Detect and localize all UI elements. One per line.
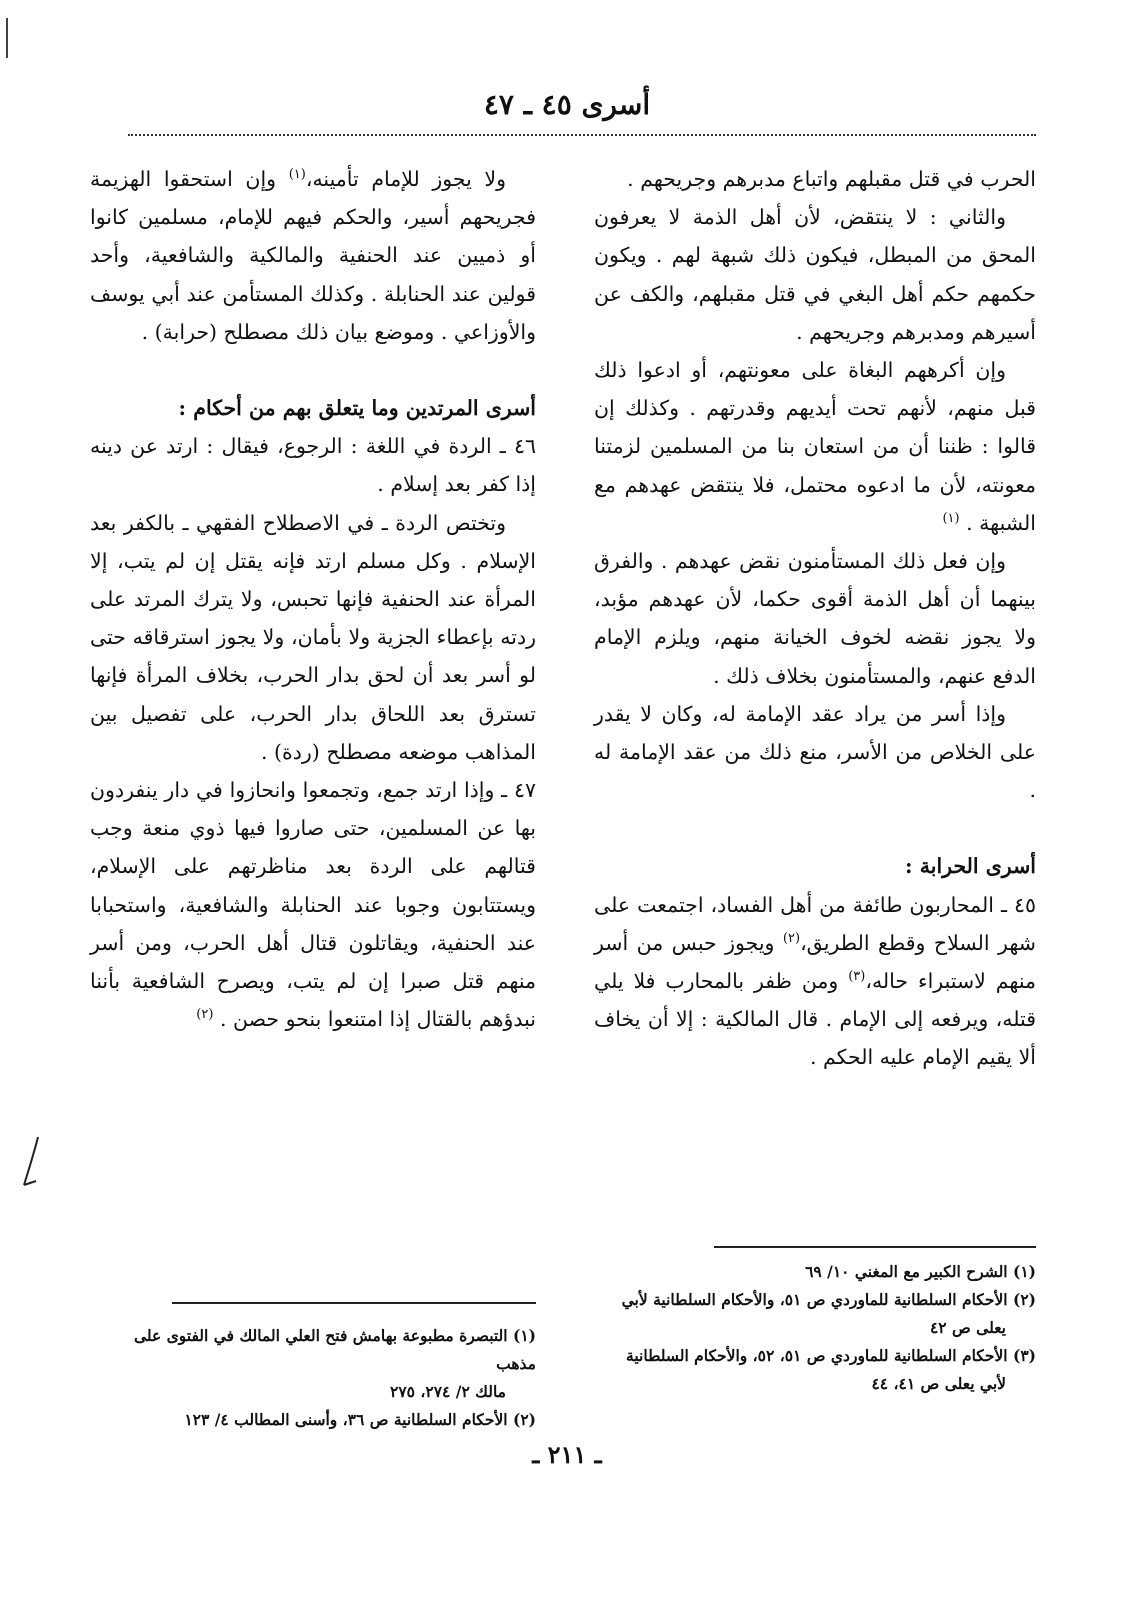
footnote-text-continued: مالك ٢/ ٢٧٤، ٢٧٥ bbox=[390, 1382, 506, 1401]
footnotes-right bbox=[594, 1258, 1036, 1398]
footnote-text-continued: يعلى ص ٤٢ bbox=[929, 1318, 1006, 1337]
margin-pen-mark bbox=[20, 1135, 42, 1193]
paragraph bbox=[90, 160, 536, 351]
paragraph-text: وإن استحقوا الهزيمة فجريحهم أسير، والحكم فيهم للإمام، مسلمين كانوا أو ذميين عند الحنفية والمالكية والشافعية، وأحد قولين عند الحنابلة . وكذلك المستأمن عند أبي يوسف والأوزاعي . وموضع بيان ذلك مصطلح (حرابة) . bbox=[90, 167, 536, 344]
footnote bbox=[594, 1286, 1036, 1342]
right-text-column bbox=[594, 160, 1036, 1077]
footnote-text: (٢) الأحكام السلطانية ص ٣٦، وأسنى المطالب ٤/ ١٢٣ bbox=[184, 1410, 536, 1429]
footnote-reference: (١) bbox=[942, 511, 960, 526]
footnote bbox=[90, 1322, 536, 1406]
header-dotted-rule bbox=[128, 134, 1036, 136]
section-heading: أسرى المرتدين وما يتعلق بهم من أحكام : bbox=[178, 396, 536, 421]
footnote bbox=[90, 1406, 536, 1434]
section-gap bbox=[594, 809, 1036, 847]
left-text-column bbox=[90, 160, 536, 1038]
footnote-reference: (٢) bbox=[196, 1007, 214, 1023]
paragraph-text: ٤٥ ـ المحاربون طائفة من أهل الفساد، اجتمعت على شهر السلاح وقطع الطريق، bbox=[594, 892, 1036, 955]
footnote-text-continued: لأبي يعلى ص ٤١، ٤٤ bbox=[871, 1374, 1006, 1393]
paragraph: والثاني : لا ينتقض، لأن أهل الذمة لا يعرفون المحق من المبطل، فيكون ذلك شبهة لهم . ويكون حكمهم حكم أهل البغي في قتل مقبلهم، والكف عن أسيرهم ومدبرهم وجريحهم . bbox=[594, 205, 1036, 344]
footnote-separator bbox=[172, 1302, 536, 1304]
section-gap bbox=[90, 351, 536, 389]
footnote bbox=[594, 1258, 1036, 1286]
section-heading: أسرى الحرابة : bbox=[905, 854, 1036, 879]
footnote-reference: (٢) bbox=[782, 931, 801, 947]
paragraph: وإذا أسر من يراد عقد الإمامة له، وكان لا يقدر على الخلاص من الأسر، منع ذلك من عقد الإمامة له . bbox=[594, 701, 1036, 803]
binding-edge-line bbox=[6, 18, 8, 58]
paragraph bbox=[594, 351, 1036, 542]
paragraph-text: ولا يجوز للإمام تأمينه، bbox=[305, 167, 506, 191]
footnote-reference: (١) bbox=[288, 167, 306, 183]
paragraph bbox=[594, 886, 1036, 1077]
paragraph-text: ٤٧ ـ وإذا ارتد جمع، وتجمعوا وانحازوا في دار ينفردون بها عن المسلمين، حتى صاروا فيها ذوي منعة وجب قتالهم على الردة بعد مناظرتهم على الإسلام، ويستتابون وجوبا عند الحنابلة والشافعية، واستحبابا عند الحنفية، ويقاتلون قتال أهل الحرب، ومن أسر منهم قتل صبرا إن لم يتب، ويصرح الشافعية بأننا نبدؤهم بالقتال إذا امتنعوا بنحو حصن . bbox=[90, 778, 536, 1032]
paragraph: وإن فعل ذلك المستأمنون نقض عهدهم . والفرق بينهما أن أهل الذمة أقوى حكما، لأن عهدهم مؤبد، ولا يجوز نقضه لخوف الخيانة منهم، ويلزم الإمام الدفع عنهم، والمستأمنون بخلاف ذلك . bbox=[594, 549, 1036, 688]
footnote-separator bbox=[714, 1246, 1036, 1248]
footnote-reference: (٣) bbox=[848, 969, 866, 985]
paragraph-text: ويجوز حبس من أسر منهم لاستبراء حاله، bbox=[594, 930, 1036, 994]
paragraph-text: وإن أكرههم البغاة على معونتهم، أو ادعوا ذلك قبل منهم، لأنهم تحت أيديهم وقدرتهم . وكذلك إن قالوا : ظننا أن من استعان بنا من المسلمين لزمتنا معونته، لأن ما ادعوه محتمل، فلا ينتقض عهدهم مع الشبهة . bbox=[594, 358, 1036, 535]
page-number: ـ ٢١١ ـ bbox=[532, 1440, 602, 1469]
footnote-text: (٣) الأحكام السلطانية للماوردي ص ٥١، ٥٢، والأحكام السلطانية bbox=[626, 1346, 1036, 1365]
paragraph bbox=[90, 771, 536, 1038]
footnote-text: (٢) الأحكام السلطانية للماوردي ص ٥١، والأحكام السلطانية لأبي bbox=[621, 1290, 1036, 1309]
footnote bbox=[594, 1342, 1036, 1398]
running-header-title: أسرى ٤٥ ـ ٤٧ bbox=[483, 88, 651, 121]
footnotes-left bbox=[90, 1322, 536, 1434]
footnote-text: (١) الشرح الكبير مع المغني ١٠/ ٦٩ bbox=[805, 1262, 1036, 1281]
footnote-text: (١) التبصرة مطبوعة بهامش فتح العلي المالك في الفتوى على مذهب bbox=[133, 1326, 536, 1373]
paragraph: الحرب في قتل مقبلهم واتباع مدبرهم وجريحهم . bbox=[627, 167, 1036, 191]
paragraph: وتختص الردة ـ في الاصطلاح الفقهي ـ بالكفر بعد الإسلام . وكل مسلم ارتد فإنه يقتل إن لم يتب، إلا المرأة عند الحنفية فإنها تحبس، ولا يترك المرتد على ردته بإعطاء الجزية ولا بأمان، ولا يجوز استرقاقه حتى لو أسر بعد أن لحق بدار الحرب، بخلاف المرأة فإنها تسترق بعد اللحاق بدار الحرب، على تفصيل بين المذاهب موضعه مصطلح (ردة) . bbox=[90, 510, 536, 764]
paragraph: ٤٦ ـ الردة في اللغة : الرجوع، فيقال : ارتد عن دينه إذا كفر بعد إسلام . bbox=[90, 434, 536, 497]
paragraph-text: ومن ظفر بالمحارب فلا يلي قتله، ويرفعه إلى الإمام . قال المالكية : إلا أن يخاف ألا يقيم الإمام عليه الحكم . bbox=[594, 969, 1036, 1070]
